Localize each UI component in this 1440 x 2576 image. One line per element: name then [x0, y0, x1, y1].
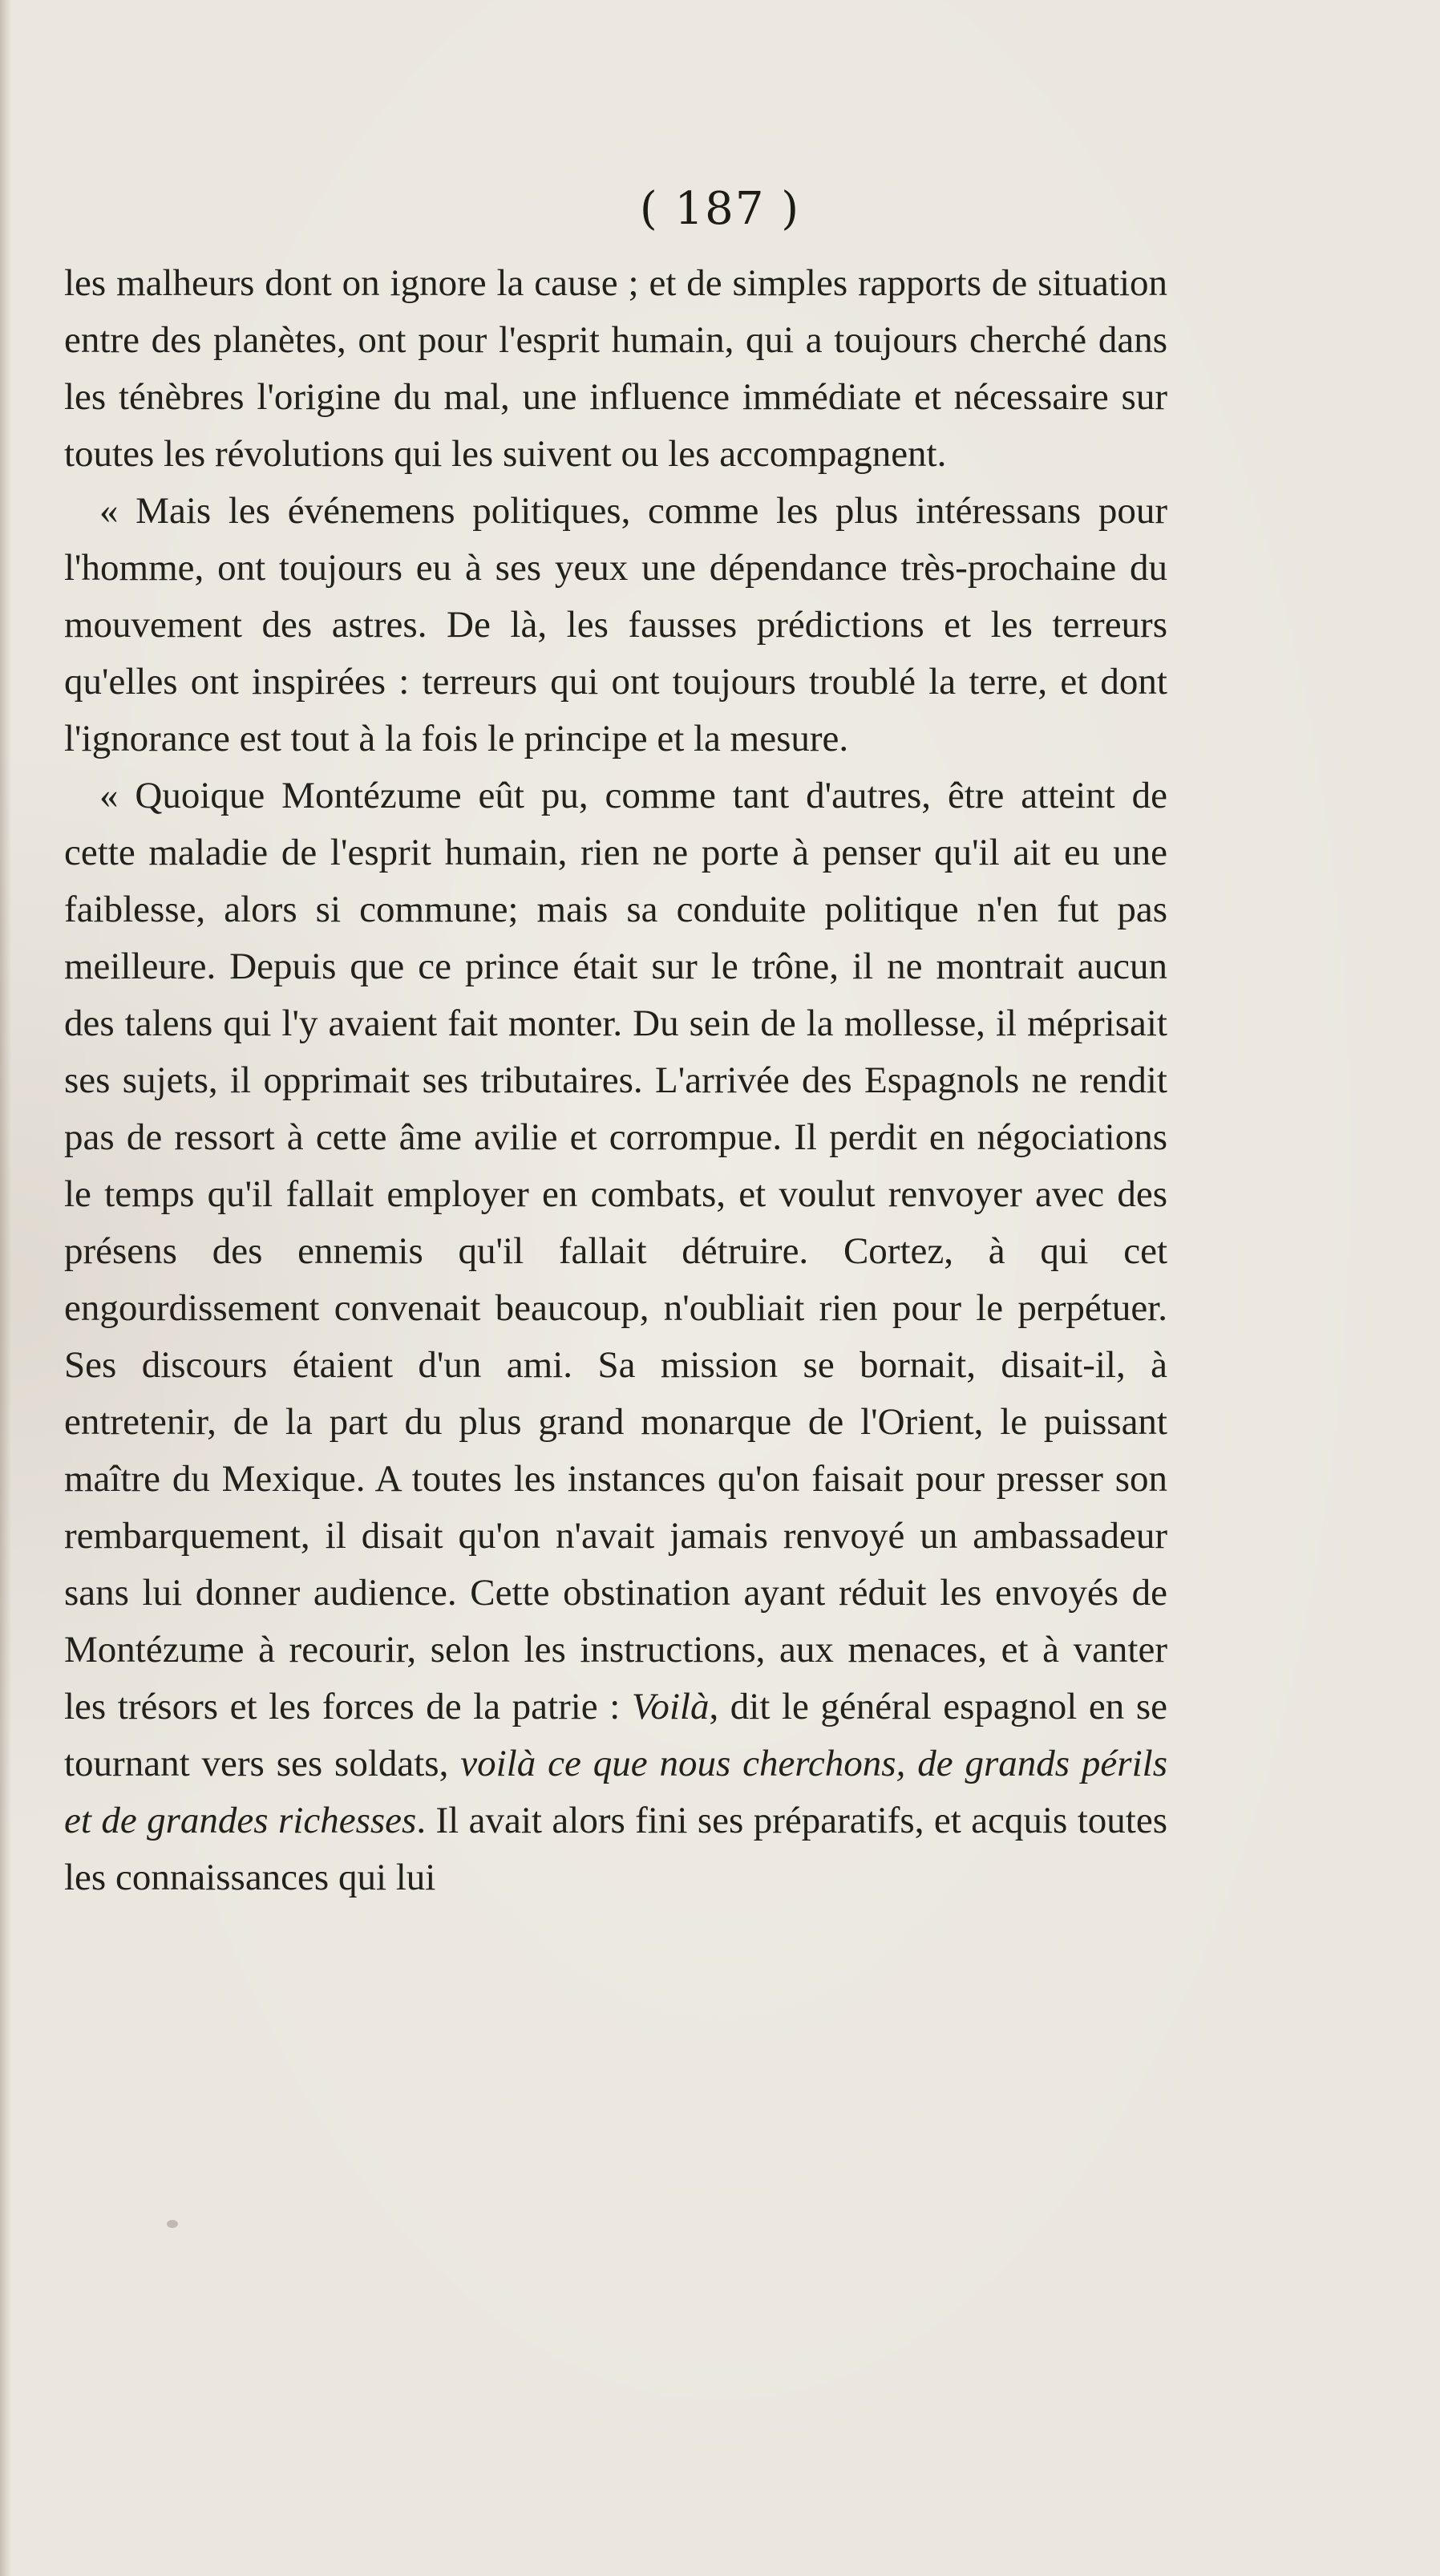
- page-edge-shadow: [0, 0, 11, 2576]
- text-segment: « Quoique Montézume eût pu, comme tant d'autres, être atteint de cette maladie de l'esprit humain, rien ne porte à penser qu'il ait eu une faiblesse, alors si commune; mais sa conduite politique n'en fut pas meilleure. Depuis que ce prince était sur le trône, il ne montrait aucun des talens qui l'y avaient fait monter. Du sein de la mollesse, il méprisait ses sujets, il opprimait ses tributaires. L'arrivée des Espagnols ne rendit pas de ressort à cette âme avilie et corrompue. Il perdit en négociations le temps qu'il fallait employer en combats, et voulut renvoyer avec des présens des ennemis qu'il fallait détruire. Cortez, à qui cet engourdissement convenait beaucoup, n'oubliait rien pour le perpétuer. Ses discours étaient d'un ami. Sa mission se bornait, disait-il, à entretenir, de la part du plus grand monarque de l'Orient, le puissant maître du Mexique. A toutes les instances qu'on faisait pour presser son rembarquement, il disait qu'on n'avait jamais renvoyé un ambassadeur sans lui donner audience. Cette obstination ayant réduit les envoyés de Montézume à recourir, selon les instructions, aux menaces, et à vanter les trésors et les forces de la patrie :: [64, 775, 1167, 1727]
- text-segment: , dit le général espagnol en se tournant vers ses soldats,: [64, 1686, 1167, 1784]
- text-segment: les malheurs dont on ignore la cause ; et de simples rapports de situation entre des planètes, ont pour l'esprit humain, qui a toujours cherché dans les ténèbres l'origine du mal, une influence immédiate et nécessaire sur toutes les révolutions qui les suivent ou les accompagnent.: [64, 262, 1167, 475]
- text-segment: « Mais les événemens politiques, comme les plus intéressans pour l'homme, ont toujours eu à ses yeux une dépendance très-prochaine du mouvement des astres. De là, les fausses prédictions et les terreurs qu'elles ont inspirées : terreurs qui ont toujours troublé la terre, et dont l'ignorance est tout à la fois le principe et la mesure.: [64, 490, 1167, 759]
- paragraph: [64, 768, 1167, 1906]
- italic-segment: Voilà: [631, 1686, 710, 1727]
- paragraph: [64, 483, 1167, 768]
- text-segment: . Il avait alors fini ses préparatifs, et acquis toutes les connaissances qui lui: [64, 1800, 1167, 1898]
- body-text: [64, 255, 1167, 1906]
- italic-segment: voilà ce que nous cherchons, de grands périls et de grandes richesses: [64, 1743, 1167, 1841]
- paragraph: [64, 255, 1167, 483]
- page-number: ( 187 ): [639, 183, 801, 235]
- ink-spot: [167, 2220, 178, 2228]
